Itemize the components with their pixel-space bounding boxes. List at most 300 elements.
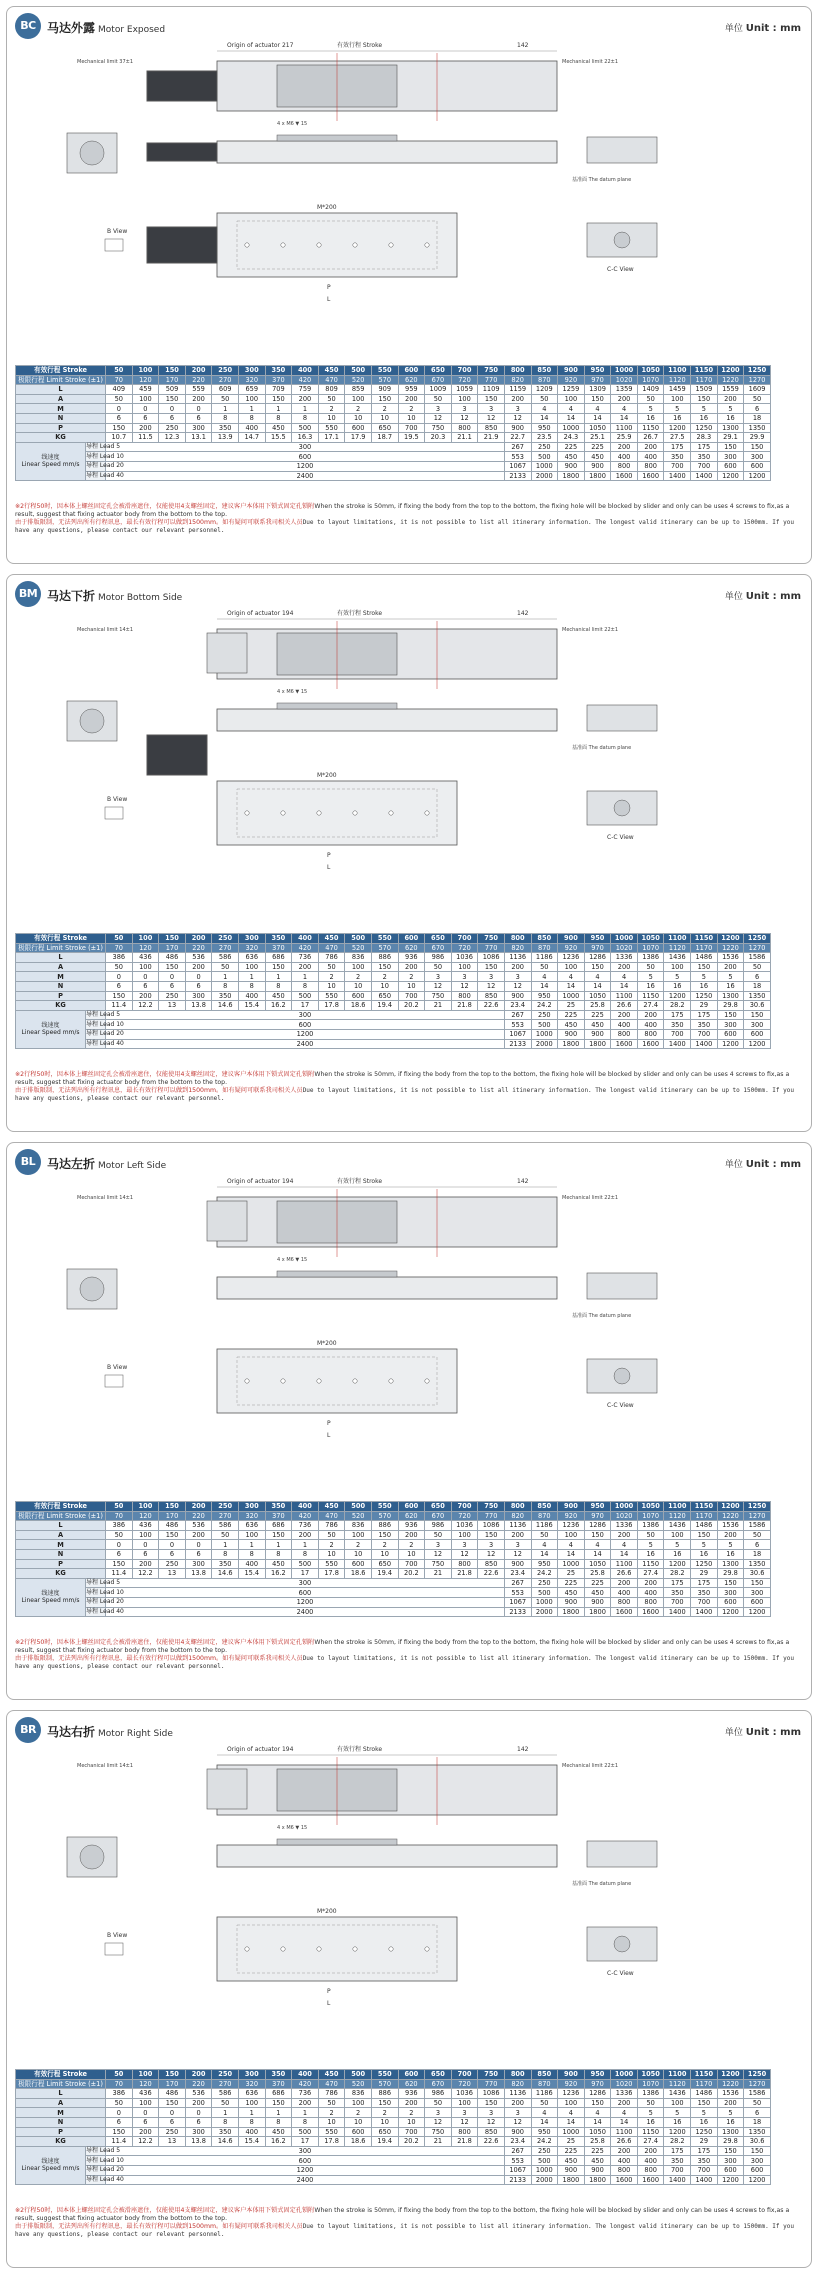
bottom-view-body bbox=[217, 213, 457, 277]
table-cell: 1 bbox=[265, 404, 292, 414]
table-cell: 550 bbox=[318, 991, 345, 1001]
table-cell: 200 bbox=[185, 2098, 212, 2108]
technical-drawing bbox=[7, 1747, 813, 2065]
table-cell: 50 bbox=[106, 366, 133, 376]
table-cell: 2 bbox=[345, 404, 372, 414]
table-cell: 6 bbox=[106, 2117, 133, 2127]
table-cell: 1 bbox=[238, 1540, 265, 1550]
speed-cell: 800 bbox=[637, 2165, 664, 2175]
table-cell: 536 bbox=[185, 1521, 212, 1531]
table-cell: 409 bbox=[106, 385, 133, 395]
table-cell: 1250 bbox=[691, 2127, 718, 2137]
dim-142-label: 142 bbox=[517, 610, 529, 617]
table-cell: 3 bbox=[425, 972, 452, 982]
note-cn-1: ※2行程50时，因本体上螺丝固定孔会被滑座遮住，仅能使用4支螺丝固定，建议客户本体用下锁式固定孔锁附 bbox=[15, 1071, 315, 1078]
table-cell: 15.4 bbox=[238, 1569, 265, 1579]
cc-view-bore bbox=[614, 1936, 630, 1952]
table-cell: 100 bbox=[132, 934, 159, 944]
speed-cell: 1800 bbox=[558, 1607, 585, 1617]
table-cell: 50 bbox=[106, 2070, 133, 2080]
table-cell: 886 bbox=[371, 1521, 398, 1531]
table-cell: 1270 bbox=[744, 1511, 771, 1521]
table-cell: 509 bbox=[159, 385, 186, 395]
table-cell: 870 bbox=[531, 1511, 558, 1521]
table-cell: 1020 bbox=[611, 943, 638, 953]
speed-cell: 1067 bbox=[504, 2165, 531, 2175]
spec-table bbox=[15, 365, 771, 481]
table-cell: 50 bbox=[425, 394, 452, 404]
table-cell: 100 bbox=[345, 962, 372, 972]
table-cell: 250 bbox=[159, 1559, 186, 1569]
m200-label: M*200 bbox=[317, 1908, 337, 1915]
table-cell: 18 bbox=[744, 2117, 771, 2127]
table-cell: 986 bbox=[425, 2089, 452, 2099]
table-cell: 4 bbox=[611, 972, 638, 982]
table-cell: 50 bbox=[318, 962, 345, 972]
speed-low: 600 bbox=[106, 1588, 505, 1598]
table-row bbox=[16, 2089, 771, 2099]
mount-hole bbox=[389, 1379, 393, 1383]
table-cell: 920 bbox=[558, 2079, 585, 2089]
table-cell: 1 bbox=[292, 1540, 319, 1550]
table-cell: 8 bbox=[292, 981, 319, 991]
table-cell: 25.8 bbox=[584, 1569, 611, 1579]
table-cell: 700 bbox=[451, 2070, 478, 2080]
table-cell: 270 bbox=[212, 2079, 239, 2089]
note-en-2: Due to layout limitations, it is not possible to list all itinerary information. The longest valid itinerary can be up to 1500mm. If you have any questions, please contact our relevant personnel. bbox=[15, 2223, 794, 2238]
speed-cell: 800 bbox=[637, 1029, 664, 1039]
table-cell: 3 bbox=[451, 972, 478, 982]
table-cell: 1 bbox=[292, 2108, 319, 2118]
table-cell: 650 bbox=[371, 991, 398, 1001]
table-cell: 150 bbox=[478, 962, 505, 972]
table-cell: 1236 bbox=[558, 2089, 585, 2099]
speed-low: 300 bbox=[106, 1578, 505, 1588]
table-cell: 250 bbox=[159, 423, 186, 433]
table-cell: 50 bbox=[531, 962, 558, 972]
table-row bbox=[16, 385, 771, 395]
table-cell: 8 bbox=[238, 1549, 265, 1559]
table-cell: 50 bbox=[744, 1530, 771, 1540]
table-cell: 1200 bbox=[664, 1559, 691, 1569]
speed-label-cn: 线速度 bbox=[41, 1590, 60, 1598]
table-cell: 11.4 bbox=[106, 2137, 133, 2147]
speed-cell: 175 bbox=[691, 2146, 718, 2156]
table-cell: 170 bbox=[159, 2079, 186, 2089]
table-cell: 4 bbox=[531, 1540, 558, 1550]
speed-label bbox=[16, 2146, 86, 2184]
table-cell: 1150 bbox=[637, 2127, 664, 2137]
table-row bbox=[16, 1549, 771, 1559]
table-cell: 150 bbox=[584, 394, 611, 404]
mount-hole bbox=[281, 811, 285, 815]
speed-row bbox=[16, 1578, 771, 1588]
table-cell: 29.8 bbox=[717, 2137, 744, 2147]
speed-cell: 175 bbox=[664, 1578, 691, 1588]
unit-label bbox=[725, 1725, 801, 1738]
table-cell: 6 bbox=[185, 413, 212, 423]
table-cell: 5 bbox=[637, 2108, 664, 2118]
table-row bbox=[16, 1530, 771, 1540]
speed-low: 1200 bbox=[106, 461, 505, 471]
table-cell: 1036 bbox=[451, 1521, 478, 1531]
note-en-2: Due to layout limitations, it is not possible to list all itinerary information. The longest valid itinerary can be up to 1500mm. If you have any questions, please contact our relevant personnel. bbox=[15, 1655, 794, 1670]
table-cell: 800 bbox=[451, 2127, 478, 2137]
table-cell: 750 bbox=[478, 1502, 505, 1512]
speed-row bbox=[16, 1588, 771, 1598]
table-cell: 750 bbox=[425, 1559, 452, 1569]
table-cell: 1350 bbox=[744, 1559, 771, 1569]
row-label: N bbox=[16, 2117, 106, 2127]
table-cell: 500 bbox=[345, 1502, 372, 1512]
speed-cell: 267 bbox=[504, 1578, 531, 1588]
table-cell: 1120 bbox=[664, 1511, 691, 1521]
table-cell: 600 bbox=[345, 991, 372, 1001]
table-cell: 150 bbox=[691, 1530, 718, 1540]
table-cell: 200 bbox=[611, 1530, 638, 1540]
lead-label: 导程 Lead 40 bbox=[86, 1039, 124, 1047]
table-cell: 886 bbox=[371, 953, 398, 963]
table-cell: 4 bbox=[584, 404, 611, 414]
table-cell: 250 bbox=[212, 934, 239, 944]
table-cell: 1300 bbox=[717, 423, 744, 433]
table-cell: 1070 bbox=[637, 2079, 664, 2089]
table-cell: 50 bbox=[425, 962, 452, 972]
table-cell: 5 bbox=[664, 972, 691, 982]
table-cell: 19.4 bbox=[371, 1569, 398, 1579]
table-cell: 1236 bbox=[558, 953, 585, 963]
table-cell: 12 bbox=[425, 2117, 452, 2127]
table-cell: 850 bbox=[531, 934, 558, 944]
table-cell: 2 bbox=[318, 2108, 345, 2118]
p-label: P bbox=[327, 852, 331, 859]
table-cell: 14 bbox=[584, 413, 611, 423]
cc-view-bore bbox=[614, 1368, 630, 1384]
table-cell: 686 bbox=[265, 953, 292, 963]
note-en-2: Due to layout limitations, it is not possible to list all itinerary information. The longest valid itinerary can be up to 1500mm. If you have any questions, please contact our relevant personnel. bbox=[15, 519, 794, 534]
speed-cell: 175 bbox=[691, 1010, 718, 1020]
side-view-slider bbox=[277, 135, 397, 141]
speed-label-cn: 线速度 bbox=[41, 2158, 60, 2166]
table-cell: 200 bbox=[717, 1530, 744, 1540]
section-title-cn-text: 马达外露 bbox=[47, 21, 96, 35]
table-cell: 870 bbox=[531, 2079, 558, 2089]
table-cell: 200 bbox=[398, 394, 425, 404]
row-label: P bbox=[16, 991, 106, 1001]
motor-adapter bbox=[207, 1769, 247, 1809]
table-cell: 12 bbox=[451, 1549, 478, 1559]
speed-cell: 300 bbox=[717, 2156, 744, 2166]
speed-cell: 200 bbox=[611, 442, 638, 452]
speed-cell: 350 bbox=[691, 1588, 718, 1598]
table-cell: 1000 bbox=[558, 2127, 585, 2137]
note-cn-2: 由于排版限制，无法列出所有行程讯息，最长有效行程可以做到1500mm。如有疑问可联系我司相关人员 bbox=[15, 1087, 303, 1094]
table-cell: 1020 bbox=[611, 1511, 638, 1521]
table-cell: 2 bbox=[318, 972, 345, 982]
table-cell: 100 bbox=[132, 394, 159, 404]
table-cell: 720 bbox=[451, 943, 478, 953]
speed-cell: 800 bbox=[637, 1597, 664, 1607]
table-cell: 4 bbox=[611, 2108, 638, 2118]
speed-cell: 400 bbox=[611, 2156, 638, 2166]
table-cell: 24.2 bbox=[531, 2137, 558, 2147]
speed-cell: 600 bbox=[744, 1029, 771, 1039]
table-row bbox=[16, 962, 771, 972]
table-cell: 1586 bbox=[744, 953, 771, 963]
table-cell: 22.6 bbox=[478, 1569, 505, 1579]
speed-cell: 2000 bbox=[531, 1607, 558, 1617]
table-cell: 100 bbox=[451, 394, 478, 404]
note-en-2: Due to layout limitations, it is not possible to list all itinerary information. The longest valid itinerary can be up to 1500mm. If you have any questions, please contact our relevant personnel. bbox=[15, 1087, 794, 1102]
speed-row bbox=[16, 2175, 771, 2185]
speed-cell: 1200 bbox=[744, 1607, 771, 1617]
table-cell: 609 bbox=[212, 385, 239, 395]
speed-label-cn: 线速度 bbox=[41, 1022, 60, 1030]
table-cell: 1586 bbox=[744, 2089, 771, 2099]
speed-cell: 1400 bbox=[691, 1039, 718, 1049]
table-cell: 18 bbox=[744, 1549, 771, 1559]
table-cell: 100 bbox=[132, 962, 159, 972]
table-cell: 1200 bbox=[717, 366, 744, 376]
speed-cell: 450 bbox=[558, 2156, 585, 2166]
speed-cell: 700 bbox=[691, 461, 718, 471]
table-cell: 14 bbox=[558, 413, 585, 423]
table-row bbox=[16, 2117, 771, 2127]
table-cell: 11.5 bbox=[132, 433, 159, 443]
table-cell: 5 bbox=[717, 2108, 744, 2118]
mech-limit-right: Mechanical limit 22±1 bbox=[562, 627, 619, 633]
speed-label-en: Linear Speed mm/s bbox=[21, 461, 80, 469]
table-cell: 150 bbox=[106, 1559, 133, 1569]
table-cell: 586 bbox=[212, 1521, 239, 1531]
table-cell: 1000 bbox=[611, 934, 638, 944]
speed-low: 600 bbox=[106, 452, 505, 462]
table-cell: 16.3 bbox=[292, 433, 319, 443]
speed-cell: 450 bbox=[584, 1588, 611, 1598]
table-cell: 486 bbox=[159, 953, 186, 963]
table-cell: 1486 bbox=[691, 953, 718, 963]
section-title bbox=[47, 19, 165, 36]
speed-cell: 1600 bbox=[611, 2175, 638, 2185]
table-cell: 0 bbox=[185, 2108, 212, 2118]
product-section-br bbox=[6, 1710, 812, 2268]
table-cell: 17 bbox=[292, 2137, 319, 2147]
table-cell: 600 bbox=[345, 2127, 372, 2137]
table-cell: 400 bbox=[238, 1559, 265, 1569]
table-cell: 786 bbox=[318, 1521, 345, 1531]
table-cell: 200 bbox=[717, 962, 744, 972]
table-cell: 16.2 bbox=[265, 2137, 292, 2147]
table-cell: 4 bbox=[558, 972, 585, 982]
cc-view-bore bbox=[614, 800, 630, 816]
table-cell: 1220 bbox=[717, 1511, 744, 1521]
l-label: L bbox=[327, 1432, 331, 1439]
table-cell: 13.1 bbox=[185, 433, 212, 443]
mount-hole bbox=[389, 1947, 393, 1951]
table-cell: 800 bbox=[504, 934, 531, 944]
table-cell: 21 bbox=[425, 1569, 452, 1579]
table-cell: 900 bbox=[558, 2070, 585, 2080]
table-cell: 12 bbox=[451, 413, 478, 423]
table-cell: 4 bbox=[558, 2108, 585, 2118]
table-cell: 570 bbox=[371, 375, 398, 385]
table-cell: 1250 bbox=[744, 366, 771, 376]
table-cell: 1100 bbox=[611, 2127, 638, 2137]
table-cell: 70 bbox=[106, 2079, 133, 2089]
table-cell: 5 bbox=[637, 404, 664, 414]
table-cell: 1486 bbox=[691, 1521, 718, 1531]
table-cell: 1 bbox=[212, 1540, 239, 1550]
end-view-bore bbox=[80, 141, 104, 165]
table-cell: 459 bbox=[132, 385, 159, 395]
table-cell: 836 bbox=[345, 2089, 372, 2099]
table-cell: 1336 bbox=[611, 1521, 638, 1531]
row-label: P bbox=[16, 1559, 106, 1569]
table-cell: 300 bbox=[185, 1559, 212, 1569]
table-cell: 770 bbox=[478, 943, 505, 953]
speed-cell: 300 bbox=[744, 452, 771, 462]
section-badge: BR bbox=[15, 1717, 41, 1743]
table-cell: 300 bbox=[185, 2127, 212, 2137]
speed-cell: 900 bbox=[558, 2165, 585, 2175]
end-view-bore bbox=[80, 1277, 104, 1301]
table-row bbox=[16, 953, 771, 963]
unit-cn: 单位 bbox=[724, 1160, 743, 1170]
speed-cell: 2000 bbox=[531, 2175, 558, 2185]
table-cell: 4 bbox=[584, 1540, 611, 1550]
table-cell: 1286 bbox=[584, 953, 611, 963]
table-cell: 550 bbox=[371, 934, 398, 944]
table-cell: 13.8 bbox=[185, 2137, 212, 2147]
speed-low: 1200 bbox=[106, 1597, 505, 1607]
speed-cell: 600 bbox=[744, 1597, 771, 1607]
row-label: 极限行程 Limit Stroke (±1) bbox=[16, 375, 106, 385]
datum-label: 基准面 The datum plane bbox=[572, 177, 632, 183]
table-cell: 19.4 bbox=[371, 2137, 398, 2147]
table-cell: 8 bbox=[292, 2117, 319, 2127]
table-cell: 1120 bbox=[664, 2079, 691, 2089]
table-cell: 320 bbox=[238, 375, 265, 385]
table-cell: 6 bbox=[159, 981, 186, 991]
section-title-en: Motor Exposed bbox=[98, 25, 166, 35]
table-cell: 950 bbox=[584, 366, 611, 376]
speed-cell: 150 bbox=[717, 1578, 744, 1588]
speed-label bbox=[16, 1010, 86, 1048]
table-cell: 820 bbox=[504, 1511, 531, 1521]
motor-bottom bbox=[147, 735, 207, 775]
section-title-en: Motor Left Side bbox=[98, 1161, 167, 1171]
table-cell: 1186 bbox=[531, 953, 558, 963]
table-cell: 150 bbox=[265, 1530, 292, 1540]
row-label: M bbox=[16, 1540, 106, 1550]
speed-cell: 2133 bbox=[504, 2175, 531, 2185]
table-cell: 1236 bbox=[558, 1521, 585, 1531]
speed-label-cn: 线速度 bbox=[41, 454, 60, 462]
table-cell: 350 bbox=[212, 991, 239, 1001]
speed-cell: 600 bbox=[744, 2165, 771, 2175]
table-cell: 1150 bbox=[637, 1559, 664, 1569]
speed-low: 2400 bbox=[106, 2175, 505, 2185]
table-cell: 700 bbox=[451, 1502, 478, 1512]
table-cell: 170 bbox=[159, 375, 186, 385]
table-cell: 1070 bbox=[637, 375, 664, 385]
table-cell: 2 bbox=[371, 404, 398, 414]
table-cell: 270 bbox=[212, 375, 239, 385]
table-cell: 650 bbox=[425, 2070, 452, 2080]
section-badge: BL bbox=[15, 1149, 41, 1175]
technical-drawing bbox=[7, 1179, 813, 1497]
table-cell: 550 bbox=[371, 1502, 398, 1512]
table-cell: 24.2 bbox=[531, 1001, 558, 1011]
table-cell: 28.2 bbox=[664, 2137, 691, 2147]
table-cell: 29.1 bbox=[717, 433, 744, 443]
table-cell: 11.4 bbox=[106, 1569, 133, 1579]
table-cell: 1170 bbox=[691, 2079, 718, 2089]
side-view-body bbox=[217, 1277, 557, 1299]
table-cell: 1336 bbox=[611, 2089, 638, 2099]
table-cell: 150 bbox=[584, 962, 611, 972]
speed-cell: 800 bbox=[611, 1597, 638, 1607]
table-cell: 14 bbox=[531, 413, 558, 423]
table-cell: 900 bbox=[558, 366, 585, 376]
table-cell: 6 bbox=[159, 2117, 186, 2127]
table-cell: 950 bbox=[531, 1559, 558, 1569]
speed-cell: 400 bbox=[611, 452, 638, 462]
table-cell: 12 bbox=[478, 413, 505, 423]
table-cell: 1 bbox=[212, 972, 239, 982]
table-cell: 5 bbox=[717, 404, 744, 414]
table-cell: 1300 bbox=[717, 991, 744, 1001]
note-cn-2: 由于排版限制，无法列出所有行程讯息，最长有效行程可以做到1500mm。如有疑问可联系我司相关人员 bbox=[15, 519, 303, 526]
mount-hole bbox=[425, 243, 429, 247]
table-cell: 1 bbox=[212, 2108, 239, 2118]
table-cell: 300 bbox=[185, 423, 212, 433]
table-cell: 13.8 bbox=[185, 1569, 212, 1579]
ccview-label: C-C View bbox=[607, 1402, 634, 1409]
speed-cell: 200 bbox=[611, 2146, 638, 2156]
table-cell: 300 bbox=[238, 934, 265, 944]
mount-hole bbox=[317, 811, 321, 815]
datum-label: 基准面 The datum plane bbox=[572, 1881, 632, 1887]
table-cell: 150 bbox=[265, 2098, 292, 2108]
table-cell: 100 bbox=[664, 2098, 691, 2108]
table-cell: 14 bbox=[584, 981, 611, 991]
table-cell: 1386 bbox=[637, 1521, 664, 1531]
speed-cell: 250 bbox=[531, 442, 558, 452]
speed-label bbox=[16, 1578, 86, 1616]
table-cell: 4 bbox=[531, 404, 558, 414]
bview-label: B View bbox=[107, 1932, 128, 1939]
table-cell: 17 bbox=[292, 1001, 319, 1011]
table-cell: 600 bbox=[398, 1502, 425, 1512]
table-cell: 986 bbox=[425, 953, 452, 963]
table-cell: 786 bbox=[318, 953, 345, 963]
dim-142-label: 142 bbox=[517, 1746, 529, 1753]
table-cell: 27.4 bbox=[637, 1001, 664, 1011]
dim-142-label: 142 bbox=[517, 42, 529, 49]
mount-hole bbox=[425, 1379, 429, 1383]
table-cell: 3 bbox=[478, 972, 505, 982]
table-cell: 650 bbox=[371, 423, 398, 433]
bottom-view-body bbox=[217, 1349, 457, 1413]
unit-en: Unit : mm bbox=[745, 23, 801, 34]
table-cell: 2 bbox=[371, 972, 398, 982]
table-cell: 659 bbox=[238, 385, 265, 395]
speed-cell: 400 bbox=[637, 452, 664, 462]
table-cell: 3 bbox=[425, 1540, 452, 1550]
table-cell: 6 bbox=[159, 413, 186, 423]
mount-hole bbox=[245, 811, 249, 815]
